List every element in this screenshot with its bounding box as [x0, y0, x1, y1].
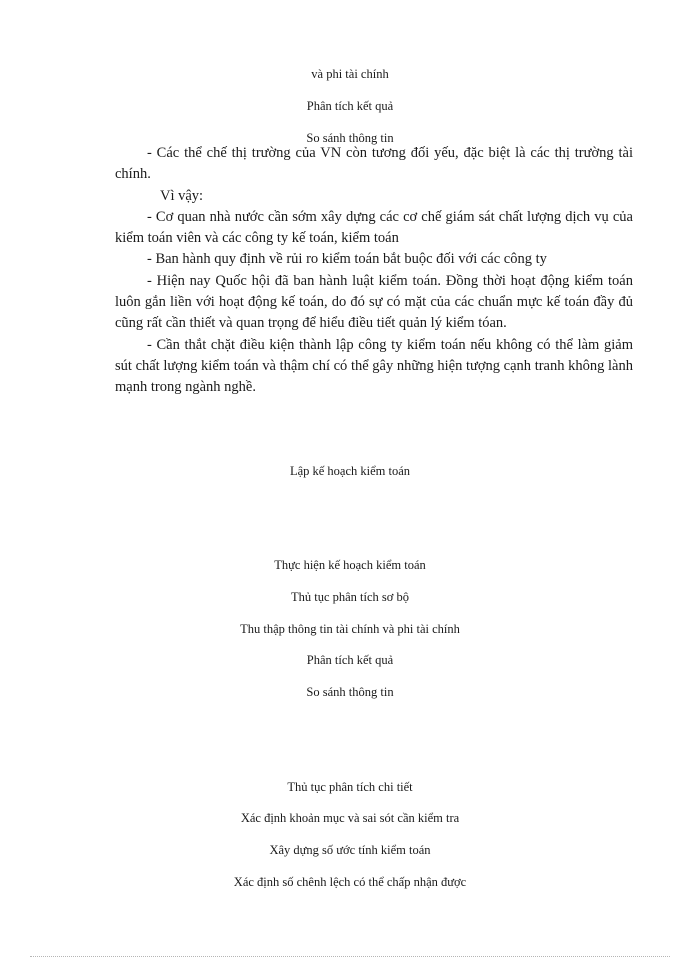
top-diagram-line-2: Phân tích kết quả	[306, 99, 394, 113]
paragraph-supervision: - Cơ quan nhà nước cần sớm xây dựng các cơ chế giám sát chất lượng dịch vụ của kiểm toán viên và các công ty kế toán, kiểm toán	[115, 208, 633, 247]
diagram-preliminary-analysis: Thủ tục phân tích sơ bộ	[290, 590, 410, 604]
diagram-detailed-title: Thủ tục phân tích chi tiết	[287, 780, 413, 794]
paragraph-therefore: Vì vậy:	[160, 187, 204, 204]
diagram-identify-items: Xác định khoản mục và sai sót cần kiểm tra	[240, 811, 460, 825]
paragraph-regulation: - Ban hành quy định về rủi ro kiểm toán bắt buộc đối với các công ty	[147, 251, 547, 268]
page-bottom-divider	[30, 956, 670, 957]
body-text	[115, 143, 633, 399]
diagram-planning: Lập kế hoạch kiểm toán	[289, 464, 411, 478]
diagram-analyze-results: Phân tích kết quả	[306, 653, 394, 667]
top-diagram-line-3: So sánh thông tin	[306, 131, 394, 145]
top-diagram-line-1: và phi tài chính	[311, 67, 389, 81]
diagram-compare-info: So sánh thông tin	[306, 685, 394, 699]
diagram-collect-info: Thu thập thông tin tài chính và phi tài chính	[240, 622, 460, 636]
diagram-determine-difference: Xác định số chênh lệch có thể chấp nhận được	[233, 875, 467, 889]
diagram-execution-title: Thực hiện kế hoạch kiểm toán	[274, 558, 426, 572]
diagram-build-estimate: Xây dựng số ước tính kiểm toán	[269, 843, 431, 857]
paragraph-conditions: - Cần thắt chặt điều kiện thành lập công ty kiểm toán nếu không có thể làm giảm sút chất lượng kiểm toán và thậm chí có thể gây những hiện tượng cạnh tranh không lành mạnh trong ngành nghề.	[115, 336, 633, 396]
paragraph-audit-law: - Hiện nay Quốc hội đã ban hành luật kiểm toán. Đồng thời hoạt động kiểm toán luôn gắn liền với hoạt động kế toán, do đó sự có mặt của các chuẩn mực kế toán đầy đủ cũng rất cần thiết và quan trọng để hiểu điều tiết quản lý kiểm tóan.	[115, 272, 633, 332]
paragraph-market: - Các thể chế thị trường của VN còn tương đối yếu, đặc biệt là các thị trường tài chính.	[115, 145, 633, 183]
